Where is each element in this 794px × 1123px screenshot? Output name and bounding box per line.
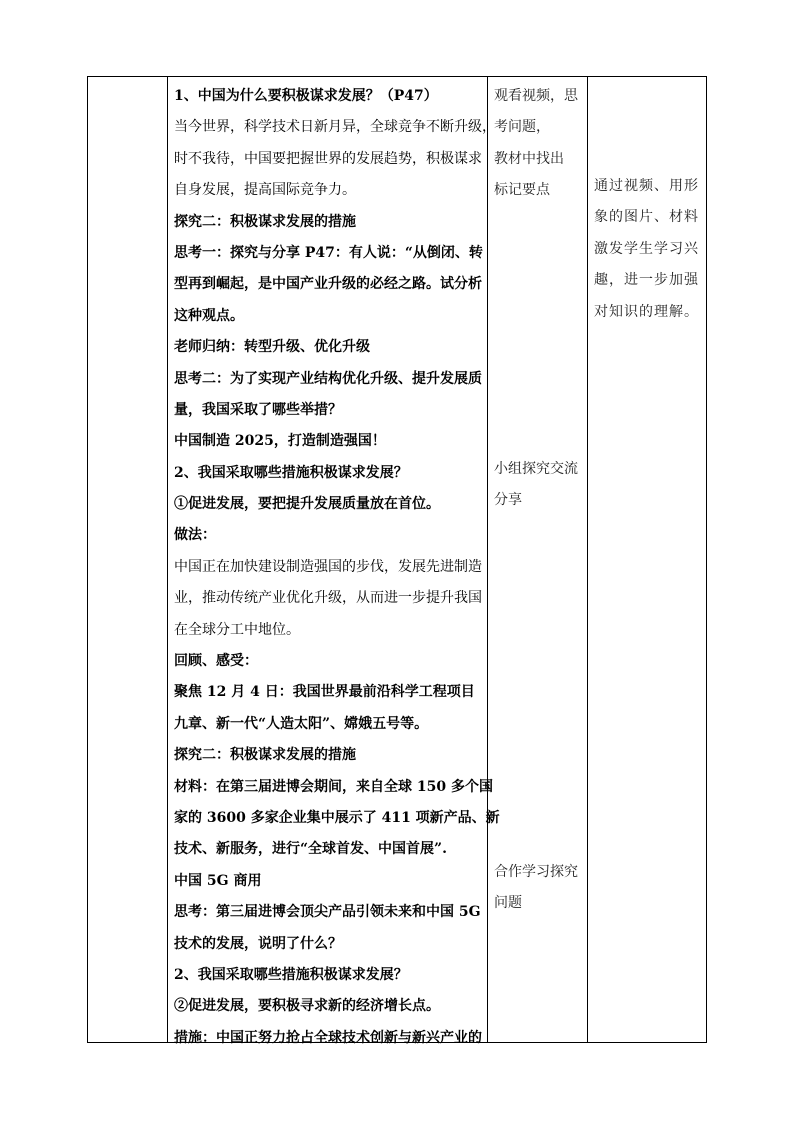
table-column-student-activity [488,77,588,1042]
activity-block-group [494,454,578,517]
activity-line: 考问题， [494,119,550,136]
activity-line: 观看视频，思 [494,88,578,104]
table-column-design-intent [588,77,706,1042]
table-column-stage [88,77,168,1042]
content-line: 当今世界，科学技术日新月异，全球竞争不断升级， [174,119,496,136]
activity-line: 小组探究交流 [494,461,578,477]
intent-line: 趣，进一步加强 [594,272,699,289]
activity-block-video [494,81,578,207]
content-line: 这种观点。 [174,307,244,324]
content-line: 在全球分工中地位。 [174,621,300,638]
lesson-plan-table [87,76,707,1046]
content-line: ①促进发展，要把提升发展质量放在首位。 [174,496,440,513]
content-line: 九章、新一代“人造太阳”、嫦娥五号等。 [174,715,429,732]
intent-line: 激发学生学习兴 [594,240,699,257]
content-line: 技术、新服务，进行“全球首发、中国首展”. [174,841,447,858]
content-line: 材料：在第三届进博会期间，来自全球 150 多个国 [174,778,493,795]
activity-line: 教材中找出 [494,150,564,167]
content-line: 2、我国采取哪些措施积极谋求发展？ [174,966,408,983]
content-line: 量，我国采取了哪些举措？ [174,401,342,418]
content-line: 型再到崛起，是中国产业升级的必经之路。试分析 [174,276,482,293]
content-line: 老师归纳：转型升级、优化升级 [174,339,370,356]
activity-line: 标记要点 [494,182,550,199]
design-intent-block [594,171,699,328]
content-line: 家的 3600 多家企业集中展示了 411 项新产品、新 [174,809,500,826]
content-line: 自身发展，提高国际竞争力。 [174,182,356,199]
intent-line: 象的图片、材料 [594,209,699,226]
table-column-content [168,77,500,1046]
activity-line: 问题 [494,895,522,912]
content-line: 措施：中国正努力抢占全球技术创新与新兴产业的 [174,1029,482,1046]
content-line: 中国正在加快建设制造强国的步伐，发展先进制造 [174,558,482,575]
content-line: ②促进发展，要积极寻求新的经济增长点。 [174,998,440,1015]
content-line: 中国 5G 商用 [174,872,262,889]
content-line: 2、我国采取哪些措施积极谋求发展？ [174,464,408,481]
content-line: 探究二：积极谋求发展的措施 [174,213,356,230]
content-line: 中国制造 2025，打造制造强国！ [174,433,386,450]
content-lines [174,81,500,1054]
content-line: 时不我待，中国要把握世界的发展趋势，积极谋求 [174,150,482,167]
activity-line: 分享 [494,492,522,509]
content-line: 回顾、感受： [174,653,258,670]
intent-line: 对知识的理解。 [594,303,699,320]
content-line: 思考一：探究与分享 P47：有人说：“从倒闭、转 [174,244,483,261]
activity-line: 合作学习探究 [494,864,578,880]
content-line: 1、中国为什么要积极谋求发展？（P47） [174,88,438,104]
intent-line: 通过视频、用形 [594,178,699,194]
content-line: 思考二：为了实现产业结构优化升级、提升发展质 [174,370,482,387]
activity-block-cooperative [494,857,578,920]
content-line: 聚焦 12 月 4 日：我国世界最前沿科学工程项目 [174,684,475,701]
content-line: 思考：第三届进博会顶尖产品引领未来和中国 5G [174,904,481,921]
content-line: 业，推动传统产业优化升级，从而进一步提升我国 [174,590,482,607]
content-line: 技术的发展，说明了什么？ [174,935,342,952]
content-line: 做法： [174,527,216,544]
content-line: 探究二：积极谋求发展的措施 [174,747,356,764]
